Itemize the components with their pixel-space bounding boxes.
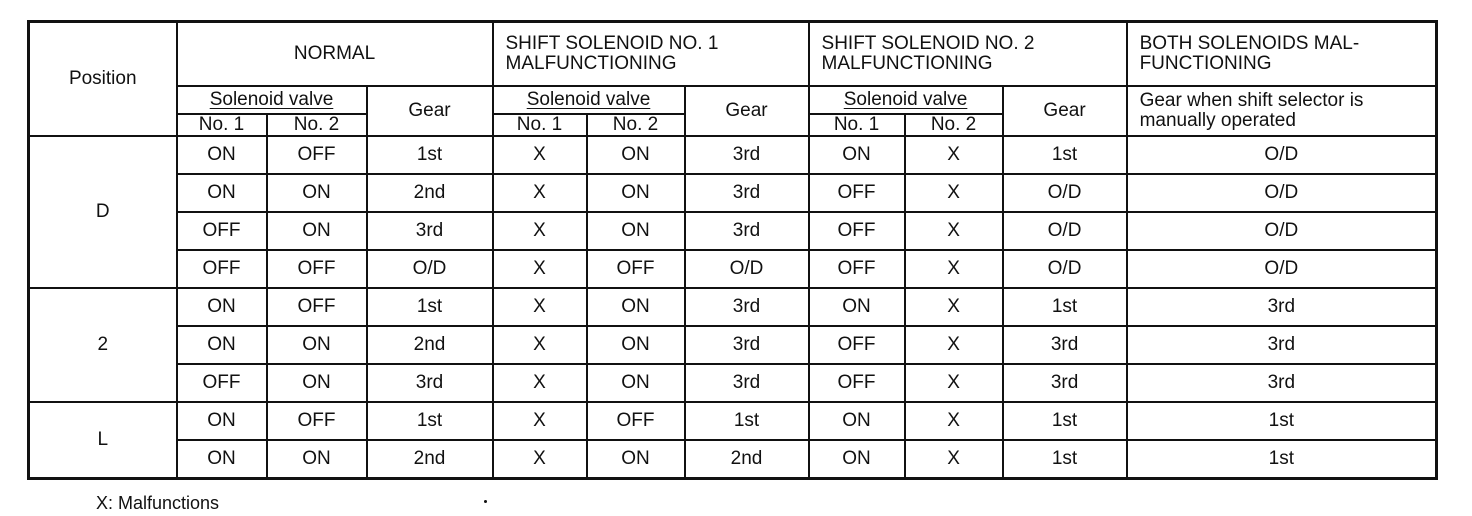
table-row xyxy=(29,364,1437,402)
shift1-no2-header: No. 2 xyxy=(587,114,685,136)
cell-s1g: 3rd xyxy=(685,288,809,326)
table-row xyxy=(29,250,1437,288)
cell-n1: OFF xyxy=(177,364,267,402)
both-gear-header: Gear when shift selector is manually operated xyxy=(1127,86,1437,136)
cell-s1b: ON xyxy=(587,326,685,364)
cell-n2: ON xyxy=(267,174,367,212)
cell-s1g: 3rd xyxy=(685,364,809,402)
cell-s1g: O/D xyxy=(685,250,809,288)
shift2-no2-header: No. 2 xyxy=(905,114,1003,136)
table-header xyxy=(29,22,1437,136)
cell-n1: ON xyxy=(177,136,267,174)
cell-s1a: X xyxy=(493,136,587,174)
cell-n2: OFF xyxy=(267,288,367,326)
normal-gear-header: Gear xyxy=(367,86,493,136)
cell-n1: ON xyxy=(177,440,267,479)
cell-ng: 2nd xyxy=(367,440,493,479)
shift2-no1-header: No. 1 xyxy=(809,114,905,136)
cell-s2a: ON xyxy=(809,136,905,174)
cell-s1b: ON xyxy=(587,136,685,174)
cell-s1g: 3rd xyxy=(685,326,809,364)
cell-s1a: X xyxy=(493,212,587,250)
cell-s2b: X xyxy=(905,440,1003,479)
cell-bg: 3rd xyxy=(1127,364,1437,402)
cell-ng: 2nd xyxy=(367,326,493,364)
cell-s1g: 2nd xyxy=(685,440,809,479)
cell-ng: O/D xyxy=(367,250,493,288)
cell-ng: 3rd xyxy=(367,364,493,402)
shift2-solenoid-valve-label: Solenoid valve xyxy=(809,86,1003,114)
cell-n2: OFF xyxy=(267,402,367,440)
cell-s1b: ON xyxy=(587,288,685,326)
cell-s1a: X xyxy=(493,288,587,326)
cell-ng: 1st xyxy=(367,136,493,174)
position-header: Position xyxy=(29,22,177,136)
cell-s1a: X xyxy=(493,364,587,402)
cell-n2: ON xyxy=(267,364,367,402)
position-cell: L xyxy=(29,402,177,479)
cell-ng: 1st xyxy=(367,402,493,440)
cell-s1g: 3rd xyxy=(685,174,809,212)
solenoid-operation-table xyxy=(27,20,1438,480)
table-row xyxy=(29,174,1437,212)
cell-s2g: 1st xyxy=(1003,402,1127,440)
table-row xyxy=(29,212,1437,250)
position-cell: D xyxy=(29,136,177,288)
cell-bg: O/D xyxy=(1127,136,1437,174)
cell-s2b: X xyxy=(905,364,1003,402)
cell-bg: 1st xyxy=(1127,440,1437,479)
cell-s2g: O/D xyxy=(1003,212,1127,250)
table-row xyxy=(29,136,1437,174)
footnote: X: Malfunctions xyxy=(96,493,220,513)
normal-solenoid-valve-label: Solenoid valve xyxy=(177,86,367,114)
cell-s2b: X xyxy=(905,326,1003,364)
cell-n1: OFF xyxy=(177,250,267,288)
cell-s1a: X xyxy=(493,174,587,212)
cell-s1b: OFF xyxy=(587,402,685,440)
position-cell: 2 xyxy=(29,288,177,402)
cell-s1g: 3rd xyxy=(685,136,809,174)
cell-s2g: 1st xyxy=(1003,440,1127,479)
cell-s1b: ON xyxy=(587,364,685,402)
cell-s2b: X xyxy=(905,402,1003,440)
shift-solenoid-2-header: SHIFT SOLENOID NO. 2 MALFUNCTIONING xyxy=(809,22,1127,87)
cell-s1b: OFF xyxy=(587,250,685,288)
shift2-gear-header: Gear xyxy=(1003,86,1127,136)
cell-bg: O/D xyxy=(1127,212,1437,250)
cell-ng: 1st xyxy=(367,288,493,326)
cell-n1: ON xyxy=(177,174,267,212)
cell-s2a: OFF xyxy=(809,364,905,402)
cell-n2: ON xyxy=(267,212,367,250)
cell-s1a: X xyxy=(493,402,587,440)
cell-s2a: OFF xyxy=(809,326,905,364)
cell-n1: ON xyxy=(177,288,267,326)
cell-s2a: OFF xyxy=(809,212,905,250)
cell-n1: ON xyxy=(177,402,267,440)
cell-s2g: 1st xyxy=(1003,136,1127,174)
cell-s2b: X xyxy=(905,250,1003,288)
table-row xyxy=(29,288,1437,326)
cell-s1a: X xyxy=(493,250,587,288)
shift1-no1-header: No. 1 xyxy=(493,114,587,136)
cell-s2b: X xyxy=(905,174,1003,212)
cell-n2: OFF xyxy=(267,250,367,288)
table-row xyxy=(29,326,1437,364)
cell-n2: OFF xyxy=(267,136,367,174)
cell-s2a: ON xyxy=(809,440,905,479)
cell-ng: 2nd xyxy=(367,174,493,212)
cell-bg: 1st xyxy=(1127,402,1437,440)
cell-s1a: X xyxy=(493,440,587,479)
cell-bg: 3rd xyxy=(1127,288,1437,326)
table-body xyxy=(29,136,1437,479)
cell-s2a: ON xyxy=(809,288,905,326)
cell-n2: ON xyxy=(267,440,367,479)
cell-bg: O/D xyxy=(1127,174,1437,212)
cell-s2b: X xyxy=(905,288,1003,326)
cell-s2g: 3rd xyxy=(1003,326,1127,364)
cell-n1: OFF xyxy=(177,212,267,250)
cell-s2g: 3rd xyxy=(1003,364,1127,402)
both-solenoids-header: BOTH SOLENOIDS MAL- FUNCTIONING xyxy=(1127,22,1437,87)
cell-s2g: O/D xyxy=(1003,174,1127,212)
cell-s1b: ON xyxy=(587,174,685,212)
cell-bg: O/D xyxy=(1127,250,1437,288)
cell-n1: ON xyxy=(177,326,267,364)
normal-no1-header: No. 1 xyxy=(177,114,267,136)
shift1-solenoid-valve-label: Solenoid valve xyxy=(493,86,685,114)
shift-solenoid-1-header: SHIFT SOLENOID NO. 1 MALFUNCTIONING xyxy=(493,22,809,87)
cell-s1a: X xyxy=(493,326,587,364)
cell-s2g: O/D xyxy=(1003,250,1127,288)
shift1-gear-header: Gear xyxy=(685,86,809,136)
cell-s2g: 1st xyxy=(1003,288,1127,326)
cell-s1b: ON xyxy=(587,440,685,479)
cell-s1b: ON xyxy=(587,212,685,250)
cell-s2a: OFF xyxy=(809,250,905,288)
table-row xyxy=(29,402,1437,440)
cell-s2b: X xyxy=(905,136,1003,174)
normal-no2-header: No. 2 xyxy=(267,114,367,136)
normal-header: NORMAL xyxy=(177,22,493,87)
cell-s2a: OFF xyxy=(809,174,905,212)
cell-s2b: X xyxy=(905,212,1003,250)
stray-mark xyxy=(484,500,487,503)
cell-s1g: 3rd xyxy=(685,212,809,250)
cell-bg: 3rd xyxy=(1127,326,1437,364)
cell-s1g: 1st xyxy=(685,402,809,440)
table-row xyxy=(29,440,1437,479)
cell-n2: ON xyxy=(267,326,367,364)
cell-ng: 3rd xyxy=(367,212,493,250)
cell-s2a: ON xyxy=(809,402,905,440)
